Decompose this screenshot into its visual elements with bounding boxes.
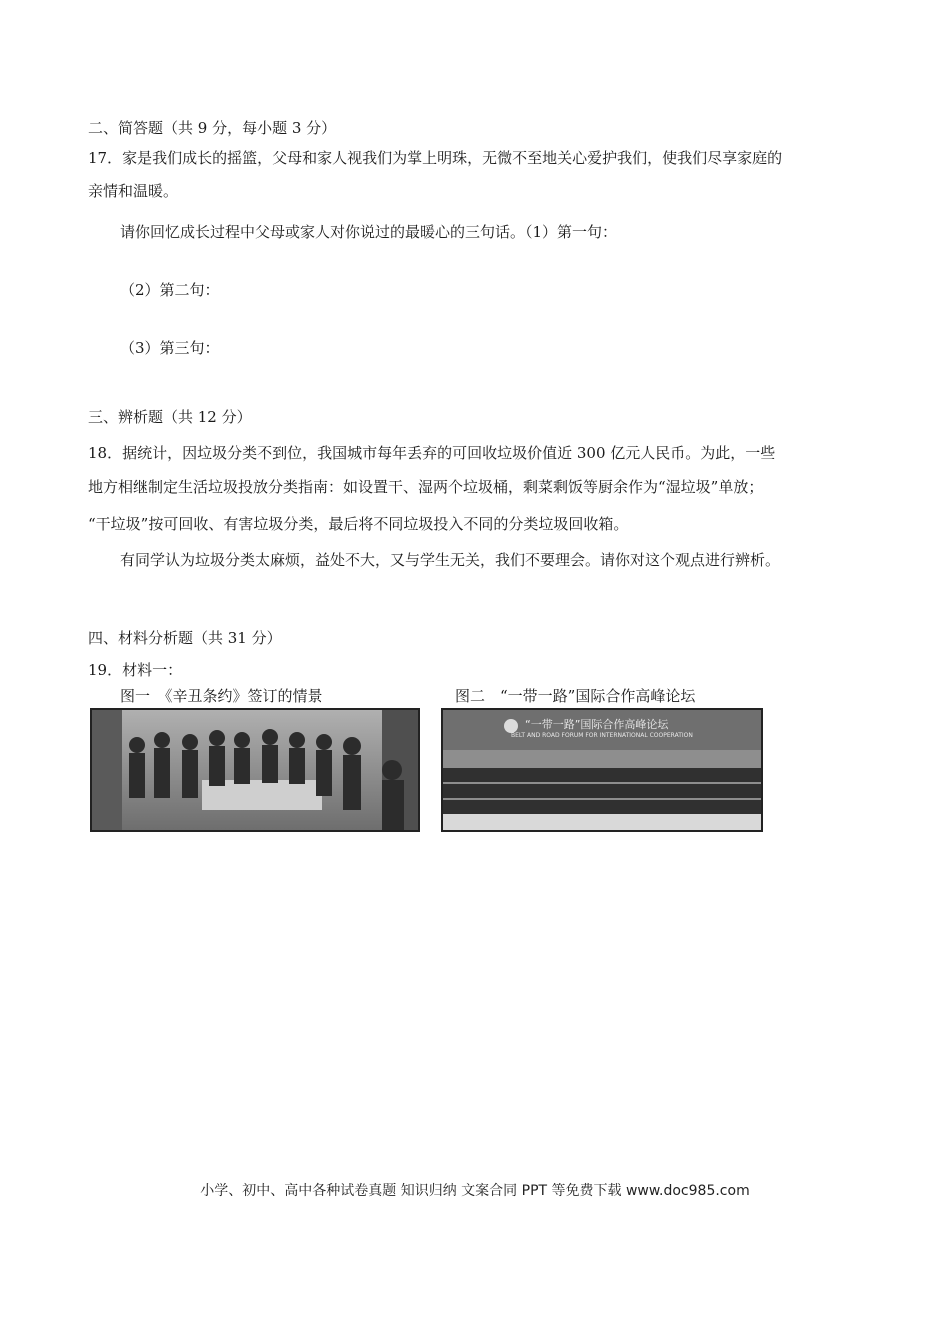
forum-banner-chinese: “一带一路”国际合作高峰论坛: [525, 718, 669, 731]
question-18-line-1: 18．据统计，因垃圾分类不到位，我国城市每年丢弃的可回收垃圾价值近 300 亿元人民币。为此，一些: [88, 444, 776, 462]
figure-1-photo: [90, 708, 420, 832]
question-17-line-2: 亲情和温暖。: [88, 182, 179, 200]
section-4-heading: 四、材料分析题（共 31 分）: [88, 629, 282, 647]
question-18-prompt: 有同学认为垃圾分类太麻烦，益处不大，又与学生无关，我们不要理会。请你对这个观点进行辨析。: [120, 551, 781, 569]
figure-2-caption: 图二 “一带一路”国际合作高峰论坛: [455, 687, 696, 705]
signing-scene-image: [92, 710, 418, 830]
question-18-line-2: 地方相继制定生活垃圾投放分类指南：如设置干、湿两个垃圾桶，剩菜剩饭等厨余作为“湿垃圾”单放；: [88, 478, 764, 496]
question-18-line-3: “干垃圾”按可回收、有害垃圾分类，最后将不同垃圾投入不同的分类垃圾回收箱。: [88, 515, 629, 533]
figure-1-caption: 图一 《辛丑条约》签订的情景: [120, 687, 323, 705]
page-footer: 小学、初中、高中各种试卷真题 知识归纳 文案合同 PPT 等免费下载 www.doc985.com: [200, 1183, 750, 1199]
section-3-heading: 三、辨析题（共 12 分）: [88, 408, 252, 426]
question-17-prompt: 请你回忆成长过程中父母或家人对你说过的最暖心的三句话。（1）第一句：: [120, 223, 618, 241]
question-17-item-3: （3）第三句：: [120, 339, 220, 357]
forum-banner-english: BELT AND ROAD FORUM FOR INTERNATIONAL COOPERATION: [511, 732, 693, 739]
question-19-label: 19．材料一：: [88, 661, 183, 679]
question-17-line-1: 17．家是我们成长的摇篮，父母和家人视我们为掌上明珠，无微不至地关心爱护我们，使我们尽享家庭的: [88, 149, 783, 167]
figure-2-photo: [441, 708, 763, 832]
question-17-item-2: （2）第二句：: [120, 281, 220, 299]
section-2-heading: 二、简答题（共 9 分，每小题 3 分）: [88, 119, 337, 137]
